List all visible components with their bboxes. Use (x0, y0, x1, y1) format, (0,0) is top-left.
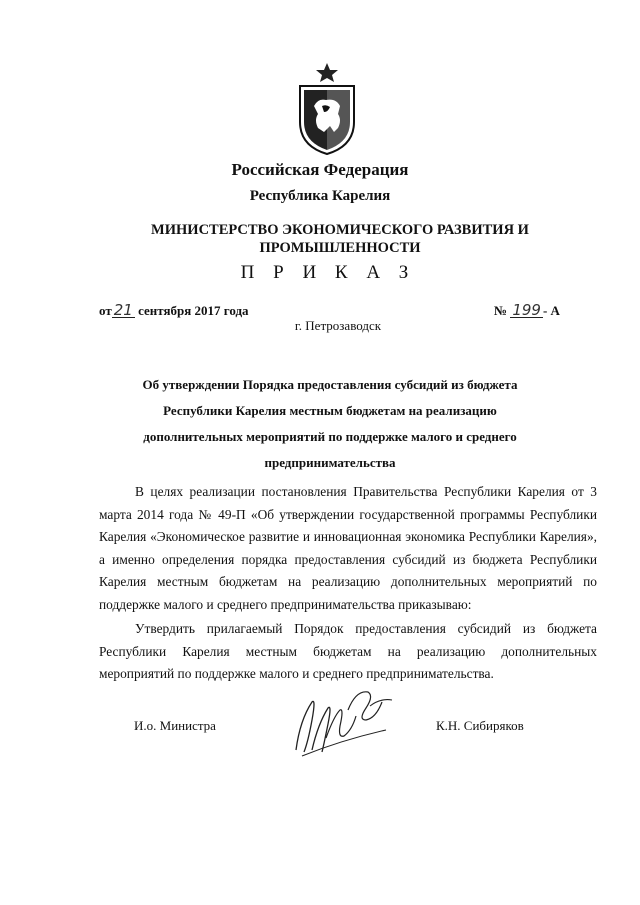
date-prefix: от (99, 303, 112, 318)
number-prefix: № (494, 303, 508, 318)
order-number (494, 303, 560, 319)
date-rest: сентября 2017 года (138, 303, 249, 318)
city-label: г. Петрозаводск (294, 318, 382, 333)
ministry-heading: МИНИСТЕРСТВО ЭКОНОМИЧЕСКОГО РАЗВИТИЯ И ПРОМЫШЛЕННОСТИ (151, 222, 529, 256)
karelia-coat-of-arms-icon (294, 62, 360, 156)
document-type-heading: П Р И К А З (240, 262, 416, 283)
date-day-handwritten: 21 (113, 301, 133, 319)
order-title: Об утверждении Порядка предоставления субсидий из бюджета Республики Карелия местным бюджетам на реализацию дополнительных мероприятий по поддержке малого и среднего предпринимательства (142, 377, 518, 470)
country-heading: Российская Федерация (231, 160, 409, 179)
body-paragraph-2: Утвердить прилагаемый Порядок предоставления субсидий из бюджета Республики Карелия местным бюджетам на реализацию дополнительных мероприятий по поддержке малого и среднего предпринимательства. (99, 621, 597, 682)
handwritten-signature-icon (282, 680, 400, 764)
number-suffix: - А (542, 303, 560, 318)
body-paragraph-1: В целях реализации постановления Правительства Республики Карелия от 3 марта 2014 года № 49-П «Об утверждении государственной программы Республики Карелия «Экономическое развитие и инновационная экономика Республики Карелия», а именно определения порядка предоставления субсидий из бюджета Республики Карелия местным бюджетам на реализацию дополнительных мероприятий по поддержке малого и среднего предпринимательства приказываю: (99, 484, 597, 612)
signatory-role: И.о. Министра (134, 718, 216, 733)
republic-heading: Республика Карелия (249, 188, 391, 204)
signer-name: К.Н. Сибиряков (436, 718, 524, 733)
order-date (99, 303, 249, 319)
number-handwritten: 199 (512, 301, 541, 319)
